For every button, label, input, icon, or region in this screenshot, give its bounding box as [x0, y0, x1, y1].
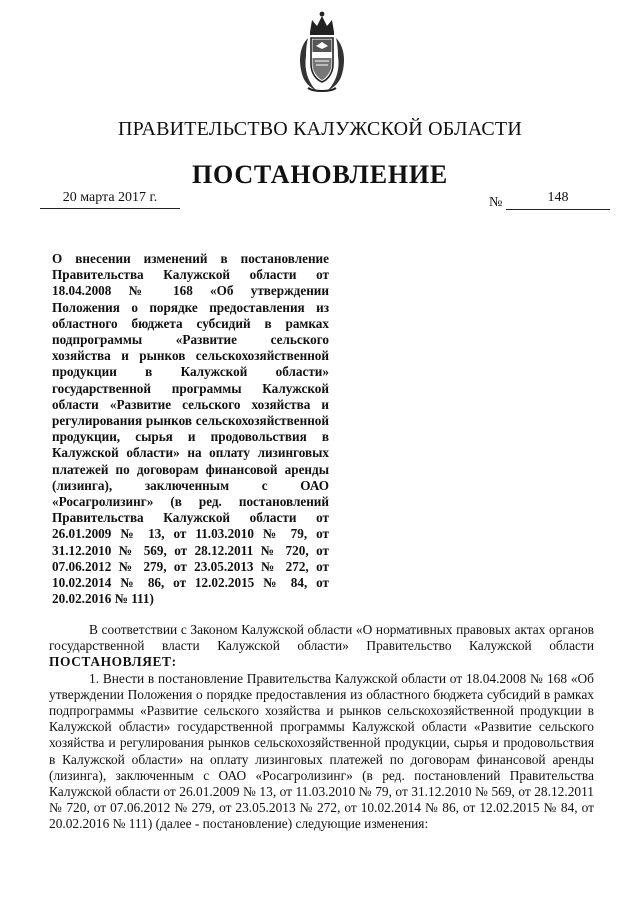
body-paragraph-item-1: 1. Внести в постановление Правительства Калужской области от 18.04.2008 № 168 «Об утверждении Положения о порядке предоставления из областного бюджета субсидий в рамках подпрограммы «Развитие сельского хозяйства и рынков сельскохозяйственной продукции в Калужской области» государственной программы Калужской области «Развитие сельского хозяйства и регулирования рынков сельскохозяйственной продукции, сырья и продовольствия в Калужской области» на оплату лизинговых платежей по договорам финансовой аренды (лизинга), заключенным с ОАО «Росагролизинг» (в ред. постановлений Правительства Калужской области от 26.01.2009 № 13, от 11.03.2010 № 79, от 31.12.2010 № 569, от 28.12.2011 № 720, от 07.06.2012 № 279, от 23.05.2013 № 272, от 10.02.2014 № 86, от 12.02.2015 № 84, от 20.02.2016 № 111) (далее - постановление) следующие изменения: — [49, 670, 594, 832]
document-heading: О внесении изменений в постановление Правительства Калужской области от 18.04.2008 № 168 «Об утверждении Положения о порядке предоставления из областного бюджета субсидий в рамках подпрограммы «Развитие сельского хозяйства и рынков сельскохозяйственной продукции в Калужской области» государственной программы Калужской области «Развитие сельского хозяйства и регулирования рынков сельскохозяйственной продукции, сырья и продовольствия в Калужской области» на оплату лизинговых платежей по договорам финансовой аренды (лизинга), заключенным с ОАО «Росагролизинг» (в ред. постановлений Правительства Калужской области от 26.01.2009 № 13, от 11.03.2010 № 79, от 31.12.2010 № 569, от 28.12.2011 № 720, от 07.06.2012 № 279, от 23.05.2013 № 272, от 10.02.2014 № 86, от 12.02.2015 № 84, от 20.02.2016 № 111) — [52, 251, 329, 607]
government-title: ПРАВИТЕЛЬСТВО КАЛУЖСКОЙ ОБЛАСТИ — [118, 118, 522, 140]
document-number-value: 148 — [506, 190, 610, 210]
document-date: 20 марта 2017 г. — [40, 190, 180, 209]
resolves-keyword: ПОСТАНОВЛЯЕТ: — [49, 654, 177, 670]
document-type-title: ПОСТАНОВЛЕНИЕ — [191, 160, 449, 189]
intro-text: В соответствии с Законом Калужской области «О нормативных правовых актах органов государственной власти Калужской области» Правительство Калужской области — [49, 622, 594, 654]
document-body — [49, 622, 594, 833]
kaluga-coat-of-arms-emblem — [294, 8, 350, 94]
body-paragraph-intro — [49, 622, 594, 671]
number-sign: № — [489, 195, 503, 210]
